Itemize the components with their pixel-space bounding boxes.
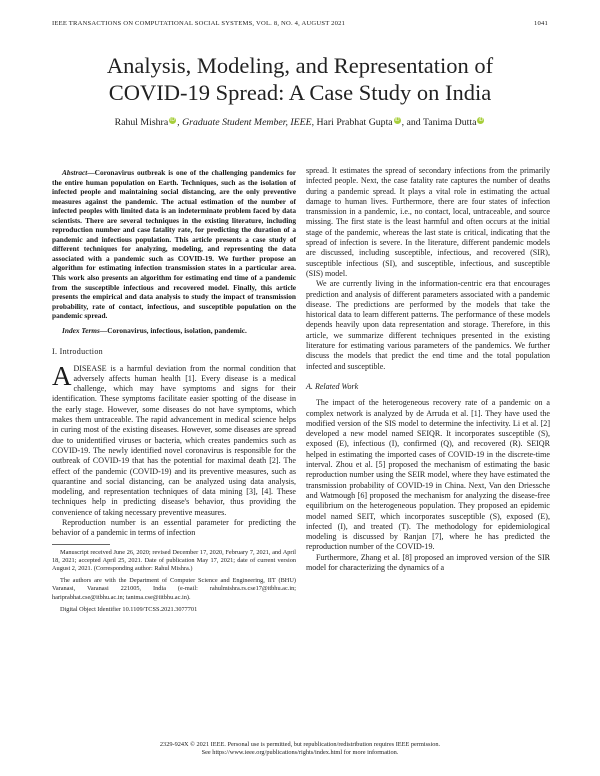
abstract-lead: Abstract	[62, 168, 88, 177]
author-1-affiliation: , Graduate Student Member, IEEE	[177, 117, 312, 128]
right-column	[306, 166, 550, 573]
running-header	[52, 20, 548, 32]
abstract-text: —Coronavirus outbreak is one of the challenging pandemics for the entire human population on Earth. Techniques, such as the isolation of infected people and maintaining social distancing, are the only preventive measures against the pandemic. The actual estimation of the number of infected peoples with limited data is an indeterminate problem faced by data scientists. There are several techniques in the existing literature, including reproduction number and case fatality rate, for predicting the duration of a pandemic and infectious population. This article presents a case study of different techniques for analyzing, modeling, and representing the data associated with a pandemic such as COVID-19. We further propose an algorithm for estimating infection transmission states in a particular area. This work also presents an algorithm for estimating end time of a pandemic from the susceptible infectious and recovered model. Finally, this article presents the empirical and data analysis to study the impact of transmission probability, rate of contact, infectious, and susceptible population on the pandemic spread.	[52, 168, 296, 321]
page-number: 1041	[534, 20, 548, 27]
paper-title	[40, 52, 560, 106]
footnote-divider	[52, 544, 110, 545]
title-line-1: Analysis, Modeling, and Representation of	[106, 53, 494, 78]
copyright-notice	[40, 741, 560, 758]
intro-paragraph-2: Reproduction number is an essential parameter for predicting the behavior of a pandemic in terms of infection	[52, 518, 296, 538]
author-3: , and Tanima Dutta	[401, 117, 477, 128]
orcid-icon[interactable]: iD	[394, 117, 400, 123]
right-paragraph-2: We are currently living in the information-centric era that encourages prediction and analysis of different parameters associated with a pandemic disease. The predictions are performed by the models that take the historical data to learn different patterns. The performance of these models depends heavily upon data representation and storage. Therefore, in this article, we summarize different techniques presented in the existing literature for estimating various parameters of the pandemics. We further discuss the models that predict the end time and the total population infected and susceptible.	[306, 279, 550, 371]
intro-paragraph-1-text: DISEASE is a harmful deviation from the normal condition that adversely affects human health [1]. Every disease is a medical challenge, which may have symptoms and signs for their identification. These symptoms facilitate easier spotting of the disease in the early stage. However, some diseases do not have symptoms, which makes them untraceable. The rapid advancement in medical science helps in curing most of the existing diseases. However, some diseases are spread due to unidentified viruses or bacteria, which creates pandemics such as COVID-19. The newly identified novel coronavirus is responsible for the outbreak of COVID-19 that has the potential for maximal death [2]. The effect of the pandemic (COVID-19) and its preventive measures, such as quarantine and social distancing, can be analyzed using data analysis, modeling, and representation techniques of data mining [3], [4]. These techniques help in predicting disease's behavior, thus providing the convenience of taking necessary preventive measures.	[52, 363, 296, 517]
orcid-icon[interactable]: iD	[478, 117, 484, 123]
orcid-icon[interactable]: iD	[170, 117, 176, 123]
index-terms-text: —Coronavirus, infectious, isolation, pandemic.	[99, 325, 247, 335]
journal-header: IEEE TRANSACTIONS ON COMPUTATIONAL SOCIAL SYSTEMS, VOL. 8, NO. 4, AUGUST 2021	[52, 20, 346, 27]
section-title-related-work: A. Related Work	[306, 381, 359, 391]
footnote-received: Manuscript received June 26, 2020; revised December 17, 2020, February 7, 2021, and April 18, 2021; accepted April 25, 2021. Date of publication May 17, 2021; date of current version August 2, 2021. (Corresponding author: Rahul Mishra.)	[52, 548, 296, 573]
drop-cap: A	[52, 360, 72, 391]
intro-paragraph-1	[52, 360, 296, 518]
related-paragraph-1: The impact of the heterogeneous recovery rate of a pandemic on a complex network is analyzed by de Arruda et al. [1]. They have used the modified version of the SIS model to determine the infectivity. Li et al. [2] developed a new model named SEIQR. It incorporates susceptible (S), exposed (E), infectious (I), confirmed (Q), and recovered (R). SEIQR helped in estimating the imported cases of COVID-19 in the discrete-time interval. Zhou et al. [5] proposed the mechanism of estimating the basic reproduction number using the SEIR model, where they have estimated the transmission probability of COVID-19 in China. Next, Van den Driessche and Watmough [6] proposed the mechanism for analyzing the disease-free equilibrium on the heterogeneous population. They proposed an epidemic model named SEIT, which incorporates susceptible (S), exposed (E), infected (I), and treated (T). The methodology for epidemiological modeling is discussed by Ranjan [7], where he has predicted the reproduction number of the COVID-19.	[306, 398, 550, 552]
author-2: , Hari Prabhat Gupta	[311, 117, 393, 128]
section-title-introduction: I. Introduction	[52, 347, 103, 357]
copyright-line-1: 2329-924X © 2021 IEEE. Personal use is permitted, but republication/redistribution requires IEEE permission.	[159, 741, 441, 748]
copyright-line-2[interactable]: See https://www.ieee.org/publications/rights/index.html for more information.	[201, 749, 399, 757]
right-paragraph-1: spread. It estimates the spread of secondary infections from the primarily infected people. Next, the case fatality rate captures the number of deaths during a pandemic spread. It plays a vital role in estimating the actual damage to human lives. Furthermore, there are four states of infection transmission in a pandemic, i.e., no contact, local, untraceable, and source missing. The first state is the least harmful and often occurs at the initial stage of the pandemic, whereas the last state is critical, indicating that the spread of infection is severe. In the literature, different pandemic models are discussed, including susceptible, infectious, and recovered (SIR), susceptible infectious (SI), and susceptible, infectious, and susceptible (SIS) model.	[306, 166, 550, 278]
author-line	[40, 117, 560, 128]
index-terms-lead: Index Terms	[62, 325, 100, 335]
related-paragraph-2: Furthermore, Zhang et al. [8] proposed an improved version of the SIR model for characterizing the dynamics of a	[306, 552, 550, 572]
abstract	[52, 168, 296, 321]
left-column	[52, 168, 296, 614]
footnote-affiliation: The authors are with the Department of Computer Science and Engineering, IIT (BHU) Varanasi, Varanasi 221005, India (e-mail: rahulmishra.rs.cse17@itbhu.ac.in; hariprabhat.cse@itbhu.ac.in; tanima.cse@iitbhu.ac.in).	[52, 577, 296, 601]
footnote-doi: Digital Object Identifier 10.1109/TCSS.2021.3077701	[60, 605, 198, 613]
author-1: Rahul Mishra	[114, 117, 169, 128]
index-terms	[52, 326, 296, 336]
title-line-2: COVID-19 Spread: A Case Study on India	[108, 80, 492, 105]
